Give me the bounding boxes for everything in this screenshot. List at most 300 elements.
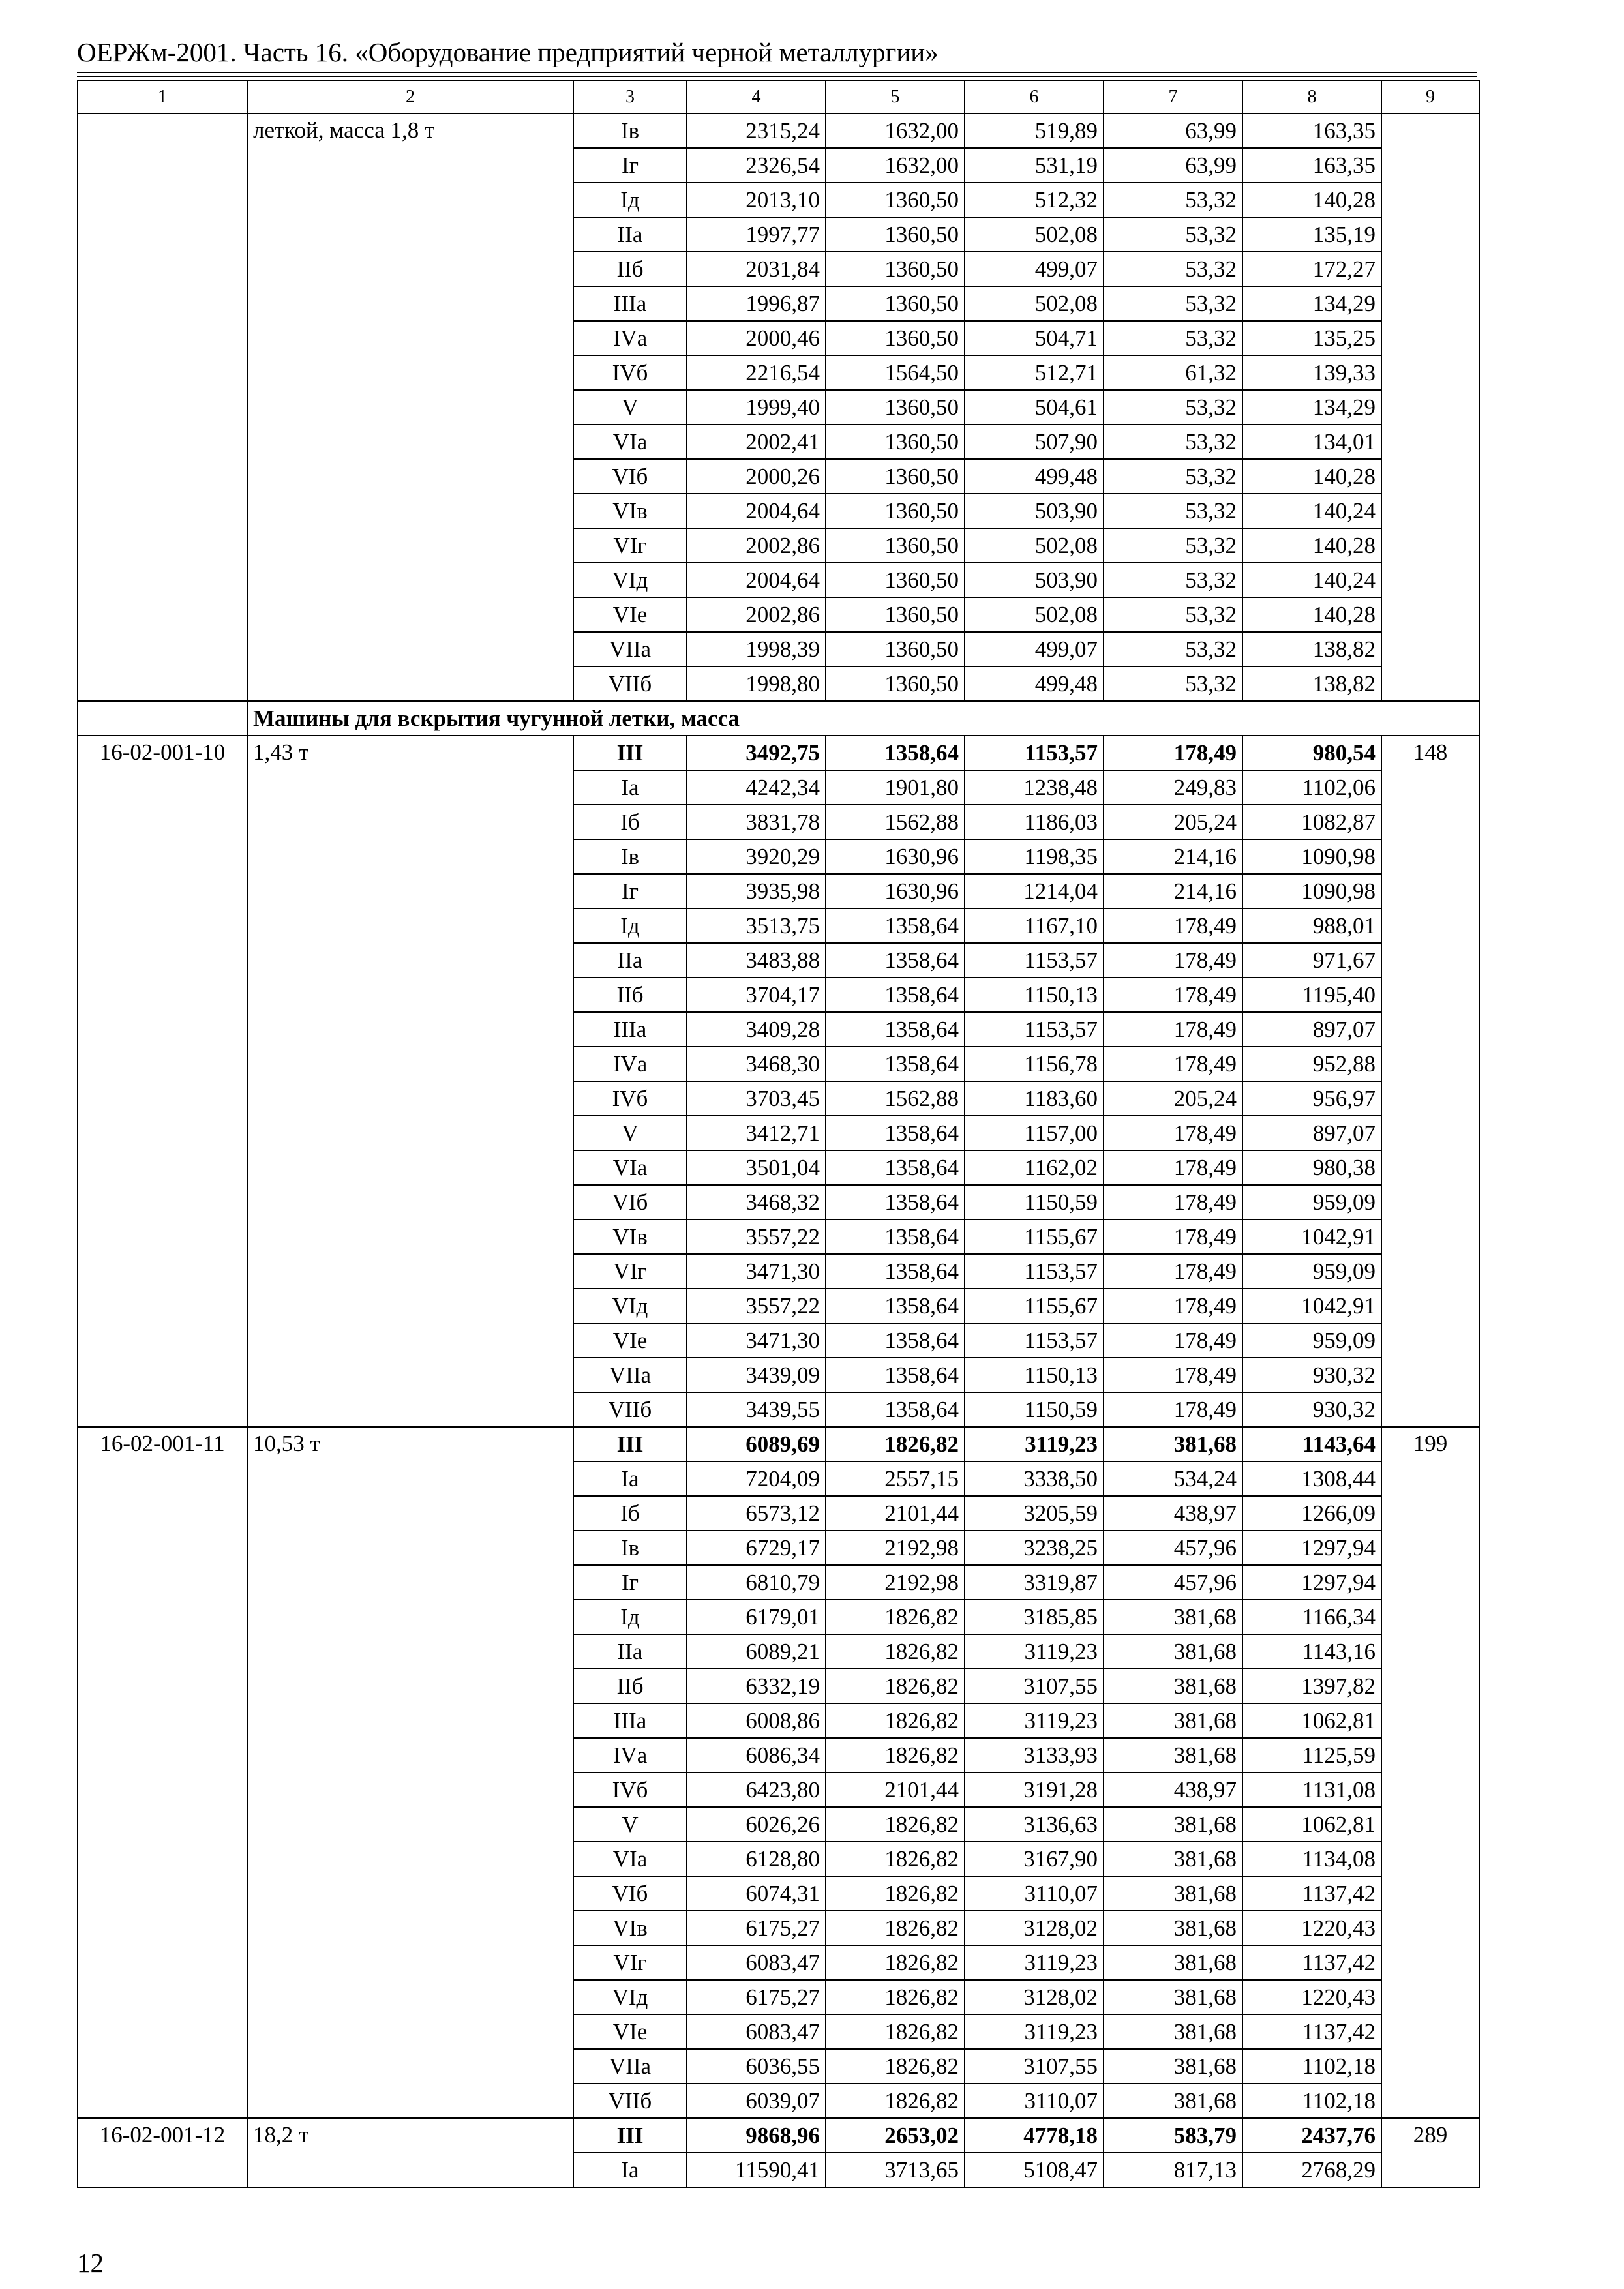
value-cell: 53,32: [1104, 425, 1242, 459]
value-cell: 3119,23: [965, 1703, 1104, 1738]
value-cell: 1360,50: [826, 632, 965, 666]
value-cell: 1358,64: [826, 1392, 965, 1427]
value-cell: 2557,15: [826, 1461, 965, 1496]
zone-code: VIд: [573, 563, 687, 597]
value-cell: 3107,55: [965, 2049, 1104, 2084]
value-cell: 3412,71: [687, 1116, 826, 1150]
value-cell: 134,01: [1242, 425, 1381, 459]
zone-code: VIIа: [573, 632, 687, 666]
value-cell: 178,49: [1104, 1116, 1242, 1150]
value-cell: 1143,16: [1242, 1634, 1381, 1669]
value-cell: 63,99: [1104, 113, 1242, 148]
value-cell: 1153,57: [965, 736, 1104, 770]
value-cell: 2004,64: [687, 563, 826, 597]
value-cell: 1131,08: [1242, 1773, 1381, 1807]
column-number: 8: [1242, 80, 1381, 113]
value-cell: 1358,64: [826, 908, 965, 943]
value-cell: 1358,64: [826, 978, 965, 1012]
value-cell: 139,33: [1242, 355, 1381, 390]
value-cell: 1826,82: [826, 1427, 965, 1461]
zone-code: VIв: [573, 494, 687, 528]
zone-code: IVб: [573, 1773, 687, 1807]
value-cell: 1358,64: [826, 736, 965, 770]
value-cell: 1826,82: [826, 1945, 965, 1980]
value-cell: 3703,45: [687, 1081, 826, 1116]
value-cell: 519,89: [965, 113, 1104, 148]
value-cell: 138,82: [1242, 666, 1381, 701]
value-cell: 1143,64: [1242, 1427, 1381, 1461]
value-cell: 1901,80: [826, 770, 965, 805]
value-cell: 583,79: [1104, 2118, 1242, 2153]
value-cell: 178,49: [1104, 978, 1242, 1012]
zone-code: IIа: [573, 943, 687, 978]
value-cell: 3439,09: [687, 1358, 826, 1392]
section-spacer: [78, 701, 247, 736]
value-cell: 1358,64: [826, 943, 965, 978]
value-cell: 1220,43: [1242, 1980, 1381, 2014]
value-cell: 1153,57: [965, 1254, 1104, 1289]
zone-code: IIIа: [573, 286, 687, 321]
value-cell: 135,19: [1242, 217, 1381, 252]
value-cell: 2002,86: [687, 528, 826, 563]
value-cell: 3513,75: [687, 908, 826, 943]
column-number: 6: [965, 80, 1104, 113]
value-cell: 249,83: [1104, 770, 1242, 805]
value-cell: 214,16: [1104, 839, 1242, 874]
value-cell: 381,68: [1104, 2084, 1242, 2118]
value-cell: 3713,65: [826, 2153, 965, 2187]
value-cell: 1167,10: [965, 908, 1104, 943]
value-cell: 381,68: [1104, 1911, 1242, 1945]
value-cell: 1360,50: [826, 217, 965, 252]
value-cell: 1564,50: [826, 355, 965, 390]
value-cell: 2101,44: [826, 1496, 965, 1531]
value-cell: 6086,34: [687, 1738, 826, 1773]
value-cell: 53,32: [1104, 252, 1242, 286]
zone-code: IVа: [573, 1047, 687, 1081]
value-cell: 499,07: [965, 632, 1104, 666]
zone-code: Iг: [573, 148, 687, 183]
value-cell: 1198,35: [965, 839, 1104, 874]
header-rule-secondary: [77, 76, 1477, 77]
value-cell: 214,16: [1104, 874, 1242, 908]
value-cell: 1157,00: [965, 1116, 1104, 1150]
zone-code: Iв: [573, 839, 687, 874]
value-cell: 53,32: [1104, 494, 1242, 528]
value-cell: 1562,88: [826, 805, 965, 839]
value-cell: 140,28: [1242, 183, 1381, 217]
value-cell: 980,54: [1242, 736, 1381, 770]
value-cell: 1826,82: [826, 1738, 965, 1773]
value-cell: 1826,82: [826, 1980, 965, 2014]
value-cell: 140,28: [1242, 597, 1381, 632]
value-cell: 5108,47: [965, 2153, 1104, 2187]
value-cell: 1630,96: [826, 874, 965, 908]
value-cell: 503,90: [965, 563, 1104, 597]
value-cell: 2315,24: [687, 113, 826, 148]
value-cell: 1562,88: [826, 1081, 965, 1116]
value-cell: 1996,87: [687, 286, 826, 321]
value-cell: 178,49: [1104, 1185, 1242, 1219]
value-cell: 134,29: [1242, 390, 1381, 425]
value-cell: 1360,50: [826, 183, 965, 217]
column-number: 4: [687, 80, 826, 113]
value-cell: 1156,78: [965, 1047, 1104, 1081]
value-cell: 2437,76: [1242, 2118, 1381, 2153]
equipment-name: леткой, масса 1,8 т: [247, 113, 573, 701]
value-cell: 6729,17: [687, 1531, 826, 1565]
zone-code: VIе: [573, 1323, 687, 1358]
value-cell: 3468,30: [687, 1047, 826, 1081]
value-cell: 980,38: [1242, 1150, 1381, 1185]
zone-code: VIIб: [573, 2084, 687, 2118]
value-cell: 1999,40: [687, 390, 826, 425]
value-cell: 53,32: [1104, 563, 1242, 597]
value-cell: 6423,80: [687, 1773, 826, 1807]
value-cell: 3119,23: [965, 1634, 1104, 1669]
value-cell: 53,32: [1104, 666, 1242, 701]
value-cell: 1998,80: [687, 666, 826, 701]
value-cell: 502,08: [965, 528, 1104, 563]
value-cell: 6039,07: [687, 2084, 826, 2118]
value-cell: 1360,50: [826, 666, 965, 701]
value-cell: 1297,94: [1242, 1565, 1381, 1600]
value-cell: 1358,64: [826, 1012, 965, 1047]
equipment-name: 10,53 т: [247, 1427, 573, 2118]
value-cell: 2326,54: [687, 148, 826, 183]
value-cell: 1090,98: [1242, 839, 1381, 874]
labor-value: 148: [1381, 736, 1479, 1427]
value-cell: 1358,64: [826, 1323, 965, 1358]
value-cell: 2653,02: [826, 2118, 965, 2153]
value-cell: 1358,64: [826, 1150, 965, 1185]
value-cell: 2768,29: [1242, 2153, 1381, 2187]
zone-code: IVа: [573, 1738, 687, 1773]
value-cell: 1153,57: [965, 1323, 1104, 1358]
value-cell: 3133,93: [965, 1738, 1104, 1773]
value-cell: 2216,54: [687, 355, 826, 390]
value-cell: 988,01: [1242, 908, 1381, 943]
value-cell: 53,32: [1104, 459, 1242, 494]
value-cell: 502,08: [965, 597, 1104, 632]
value-cell: 1042,91: [1242, 1289, 1381, 1323]
value-cell: 1358,64: [826, 1047, 965, 1081]
value-cell: 178,49: [1104, 736, 1242, 770]
section-row: [78, 701, 1479, 736]
zone-code: VIIб: [573, 666, 687, 701]
value-cell: 140,28: [1242, 528, 1381, 563]
value-cell: 1082,87: [1242, 805, 1381, 839]
zone-code: VIа: [573, 425, 687, 459]
table-row: [78, 113, 1479, 148]
value-cell: 3338,50: [965, 1461, 1104, 1496]
rate-code: [78, 113, 247, 701]
value-cell: 1360,50: [826, 390, 965, 425]
page-header-title: ОЕРЖм-2001. Часть 16. «Оборудование предприятий черной металлургии»: [77, 37, 939, 67]
value-cell: 1360,50: [826, 528, 965, 563]
value-cell: 504,71: [965, 321, 1104, 355]
rate-code: 16-02-001-11: [78, 1427, 247, 2118]
value-cell: 11590,41: [687, 2153, 826, 2187]
value-cell: 1308,44: [1242, 1461, 1381, 1496]
value-cell: 3191,28: [965, 1773, 1104, 1807]
value-cell: 1826,82: [826, 1842, 965, 1876]
value-cell: 1125,59: [1242, 1738, 1381, 1773]
zone-code: VIа: [573, 1842, 687, 1876]
value-cell: 2192,98: [826, 1531, 965, 1565]
zone-code: IIб: [573, 252, 687, 286]
value-cell: 140,24: [1242, 563, 1381, 597]
value-cell: 817,13: [1104, 2153, 1242, 2187]
value-cell: 1998,39: [687, 632, 826, 666]
value-cell: 6089,21: [687, 1634, 826, 1669]
value-cell: 178,49: [1104, 1150, 1242, 1185]
value-cell: 3501,04: [687, 1150, 826, 1185]
value-cell: 971,67: [1242, 943, 1381, 978]
zone-code: VIб: [573, 1185, 687, 1219]
value-cell: 1358,64: [826, 1116, 965, 1150]
zone-code: Iв: [573, 1531, 687, 1565]
value-cell: 499,07: [965, 252, 1104, 286]
rate-code: 16-02-001-10: [78, 736, 247, 1427]
value-cell: 140,24: [1242, 494, 1381, 528]
value-cell: 952,88: [1242, 1047, 1381, 1081]
value-cell: 959,09: [1242, 1254, 1381, 1289]
value-cell: 457,96: [1104, 1531, 1242, 1565]
zone-code: VIб: [573, 459, 687, 494]
value-cell: 438,97: [1104, 1496, 1242, 1531]
value-cell: 1155,67: [965, 1289, 1104, 1323]
value-cell: 457,96: [1104, 1565, 1242, 1600]
zone-code: VIIа: [573, 2049, 687, 2084]
value-cell: 163,35: [1242, 113, 1381, 148]
value-cell: 1297,94: [1242, 1531, 1381, 1565]
zone-code: IVа: [573, 321, 687, 355]
value-cell: 53,32: [1104, 632, 1242, 666]
zone-code: III: [573, 2118, 687, 2153]
zone-code: VIв: [573, 1219, 687, 1254]
value-cell: 53,32: [1104, 597, 1242, 632]
value-cell: 3468,32: [687, 1185, 826, 1219]
value-cell: 499,48: [965, 666, 1104, 701]
zone-code: VIд: [573, 1289, 687, 1323]
value-cell: 1214,04: [965, 874, 1104, 908]
value-cell: 3110,07: [965, 1876, 1104, 1911]
value-cell: 1155,67: [965, 1219, 1104, 1254]
value-cell: 502,08: [965, 286, 1104, 321]
value-cell: 178,49: [1104, 1358, 1242, 1392]
value-cell: 53,32: [1104, 528, 1242, 563]
value-cell: 930,32: [1242, 1392, 1381, 1427]
value-cell: 381,68: [1104, 1980, 1242, 2014]
value-cell: 1102,18: [1242, 2049, 1381, 2084]
value-cell: 3119,23: [965, 2014, 1104, 2049]
value-cell: 534,24: [1104, 1461, 1242, 1496]
value-cell: 3704,17: [687, 978, 826, 1012]
value-cell: 1102,06: [1242, 770, 1381, 805]
value-cell: 1137,42: [1242, 2014, 1381, 2049]
value-cell: 381,68: [1104, 1842, 1242, 1876]
value-cell: 3167,90: [965, 1842, 1104, 1876]
value-cell: 3920,29: [687, 839, 826, 874]
zone-code: Iа: [573, 1461, 687, 1496]
value-cell: 2101,44: [826, 1773, 965, 1807]
value-cell: 2000,46: [687, 321, 826, 355]
value-cell: 6179,01: [687, 1600, 826, 1634]
value-cell: 1360,50: [826, 459, 965, 494]
zone-code: Iд: [573, 1600, 687, 1634]
value-cell: 1826,82: [826, 1669, 965, 1703]
zone-code: Iд: [573, 183, 687, 217]
zone-code: Iа: [573, 2153, 687, 2187]
zone-code: VIд: [573, 1980, 687, 2014]
value-cell: 205,24: [1104, 805, 1242, 839]
zone-code: VIг: [573, 1254, 687, 1289]
value-cell: 381,68: [1104, 1703, 1242, 1738]
value-cell: 3471,30: [687, 1323, 826, 1358]
value-cell: 959,09: [1242, 1185, 1381, 1219]
value-cell: 381,68: [1104, 2049, 1242, 2084]
zone-code: Iг: [573, 1565, 687, 1600]
value-cell: 1062,81: [1242, 1807, 1381, 1842]
value-cell: 1360,50: [826, 597, 965, 632]
value-cell: 504,61: [965, 390, 1104, 425]
value-cell: 163,35: [1242, 148, 1381, 183]
value-cell: 3238,25: [965, 1531, 1104, 1565]
value-cell: 178,49: [1104, 1392, 1242, 1427]
value-cell: 53,32: [1104, 321, 1242, 355]
value-cell: 1997,77: [687, 217, 826, 252]
zone-code: V: [573, 1807, 687, 1842]
value-cell: 1062,81: [1242, 1703, 1381, 1738]
column-number: 7: [1104, 80, 1242, 113]
value-cell: 1150,13: [965, 1358, 1104, 1392]
value-cell: 178,49: [1104, 1012, 1242, 1047]
value-cell: 1238,48: [965, 770, 1104, 805]
table-row: [78, 736, 1479, 770]
value-cell: 1137,42: [1242, 1945, 1381, 1980]
value-cell: 1358,64: [826, 1254, 965, 1289]
value-cell: 1360,50: [826, 494, 965, 528]
value-cell: 61,32: [1104, 355, 1242, 390]
value-cell: 1826,82: [826, 1911, 965, 1945]
table-row: [78, 1427, 1479, 1461]
value-cell: 1195,40: [1242, 978, 1381, 1012]
value-cell: 6008,86: [687, 1703, 826, 1738]
value-cell: 1632,00: [826, 148, 965, 183]
value-cell: 2192,98: [826, 1565, 965, 1600]
zone-code: VIIб: [573, 1392, 687, 1427]
zone-code: IIб: [573, 978, 687, 1012]
value-cell: 178,49: [1104, 1047, 1242, 1081]
zone-code: VIб: [573, 1876, 687, 1911]
value-cell: 1360,50: [826, 252, 965, 286]
value-cell: 3831,78: [687, 805, 826, 839]
value-cell: 53,32: [1104, 286, 1242, 321]
value-cell: 6175,27: [687, 1911, 826, 1945]
zone-code: VIе: [573, 2014, 687, 2049]
zone-code: VIг: [573, 528, 687, 563]
value-cell: 3128,02: [965, 1911, 1104, 1945]
value-cell: 438,97: [1104, 1773, 1242, 1807]
zone-code: VIв: [573, 1911, 687, 1945]
zone-code: VIг: [573, 1945, 687, 1980]
value-cell: 1826,82: [826, 1876, 965, 1911]
value-cell: 134,29: [1242, 286, 1381, 321]
value-cell: 3483,88: [687, 943, 826, 978]
value-cell: 381,68: [1104, 1634, 1242, 1669]
value-cell: 897,07: [1242, 1116, 1381, 1150]
value-cell: 3136,63: [965, 1807, 1104, 1842]
value-cell: 3471,30: [687, 1254, 826, 1289]
value-cell: 381,68: [1104, 1945, 1242, 1980]
value-cell: 381,68: [1104, 2014, 1242, 2049]
value-cell: 1042,91: [1242, 1219, 1381, 1254]
value-cell: 172,27: [1242, 252, 1381, 286]
zone-code: IVб: [573, 1081, 687, 1116]
zone-code: IIIа: [573, 1703, 687, 1738]
value-cell: 6089,69: [687, 1427, 826, 1461]
column-number: 2: [247, 80, 573, 113]
value-cell: 9868,96: [687, 2118, 826, 2153]
value-cell: 1358,64: [826, 1219, 965, 1254]
value-cell: 6026,26: [687, 1807, 826, 1842]
zone-code: IIIа: [573, 1012, 687, 1047]
table-row: [78, 2118, 1479, 2153]
value-cell: 503,90: [965, 494, 1104, 528]
equipment-name: 18,2 т: [247, 2118, 573, 2187]
value-cell: 1183,60: [965, 1081, 1104, 1116]
value-cell: 2002,86: [687, 597, 826, 632]
rate-code: 16-02-001-12: [78, 2118, 247, 2187]
value-cell: 63,99: [1104, 148, 1242, 183]
value-cell: 6175,27: [687, 1980, 826, 2014]
value-cell: 1266,09: [1242, 1496, 1381, 1531]
zone-code: Iв: [573, 113, 687, 148]
value-cell: 1630,96: [826, 839, 965, 874]
value-cell: 3557,22: [687, 1289, 826, 1323]
value-cell: 6332,19: [687, 1669, 826, 1703]
zone-code: VIIа: [573, 1358, 687, 1392]
value-cell: 1220,43: [1242, 1911, 1381, 1945]
value-cell: 1826,82: [826, 1807, 965, 1842]
zone-code: IVб: [573, 355, 687, 390]
value-cell: 53,32: [1104, 183, 1242, 217]
header-rule: [77, 72, 1477, 73]
value-cell: 512,71: [965, 355, 1104, 390]
value-cell: 1162,02: [965, 1150, 1104, 1185]
value-cell: 1150,59: [965, 1185, 1104, 1219]
value-cell: 6573,12: [687, 1496, 826, 1531]
value-cell: 1150,59: [965, 1392, 1104, 1427]
value-cell: 3439,55: [687, 1392, 826, 1427]
value-cell: 2000,26: [687, 459, 826, 494]
value-cell: 3935,98: [687, 874, 826, 908]
zone-code: Iд: [573, 908, 687, 943]
column-number: 5: [826, 80, 965, 113]
value-cell: 140,28: [1242, 459, 1381, 494]
value-cell: 178,49: [1104, 908, 1242, 943]
value-cell: 499,48: [965, 459, 1104, 494]
zone-code: V: [573, 1116, 687, 1150]
value-cell: 3557,22: [687, 1219, 826, 1254]
equipment-name: 1,43 т: [247, 736, 573, 1427]
value-cell: 6074,31: [687, 1876, 826, 1911]
section-heading: Машины для вскрытия чугунной летки, масса: [247, 701, 1479, 736]
value-cell: 1826,82: [826, 2014, 965, 2049]
zone-code: III: [573, 736, 687, 770]
labor-value: [1381, 113, 1479, 701]
